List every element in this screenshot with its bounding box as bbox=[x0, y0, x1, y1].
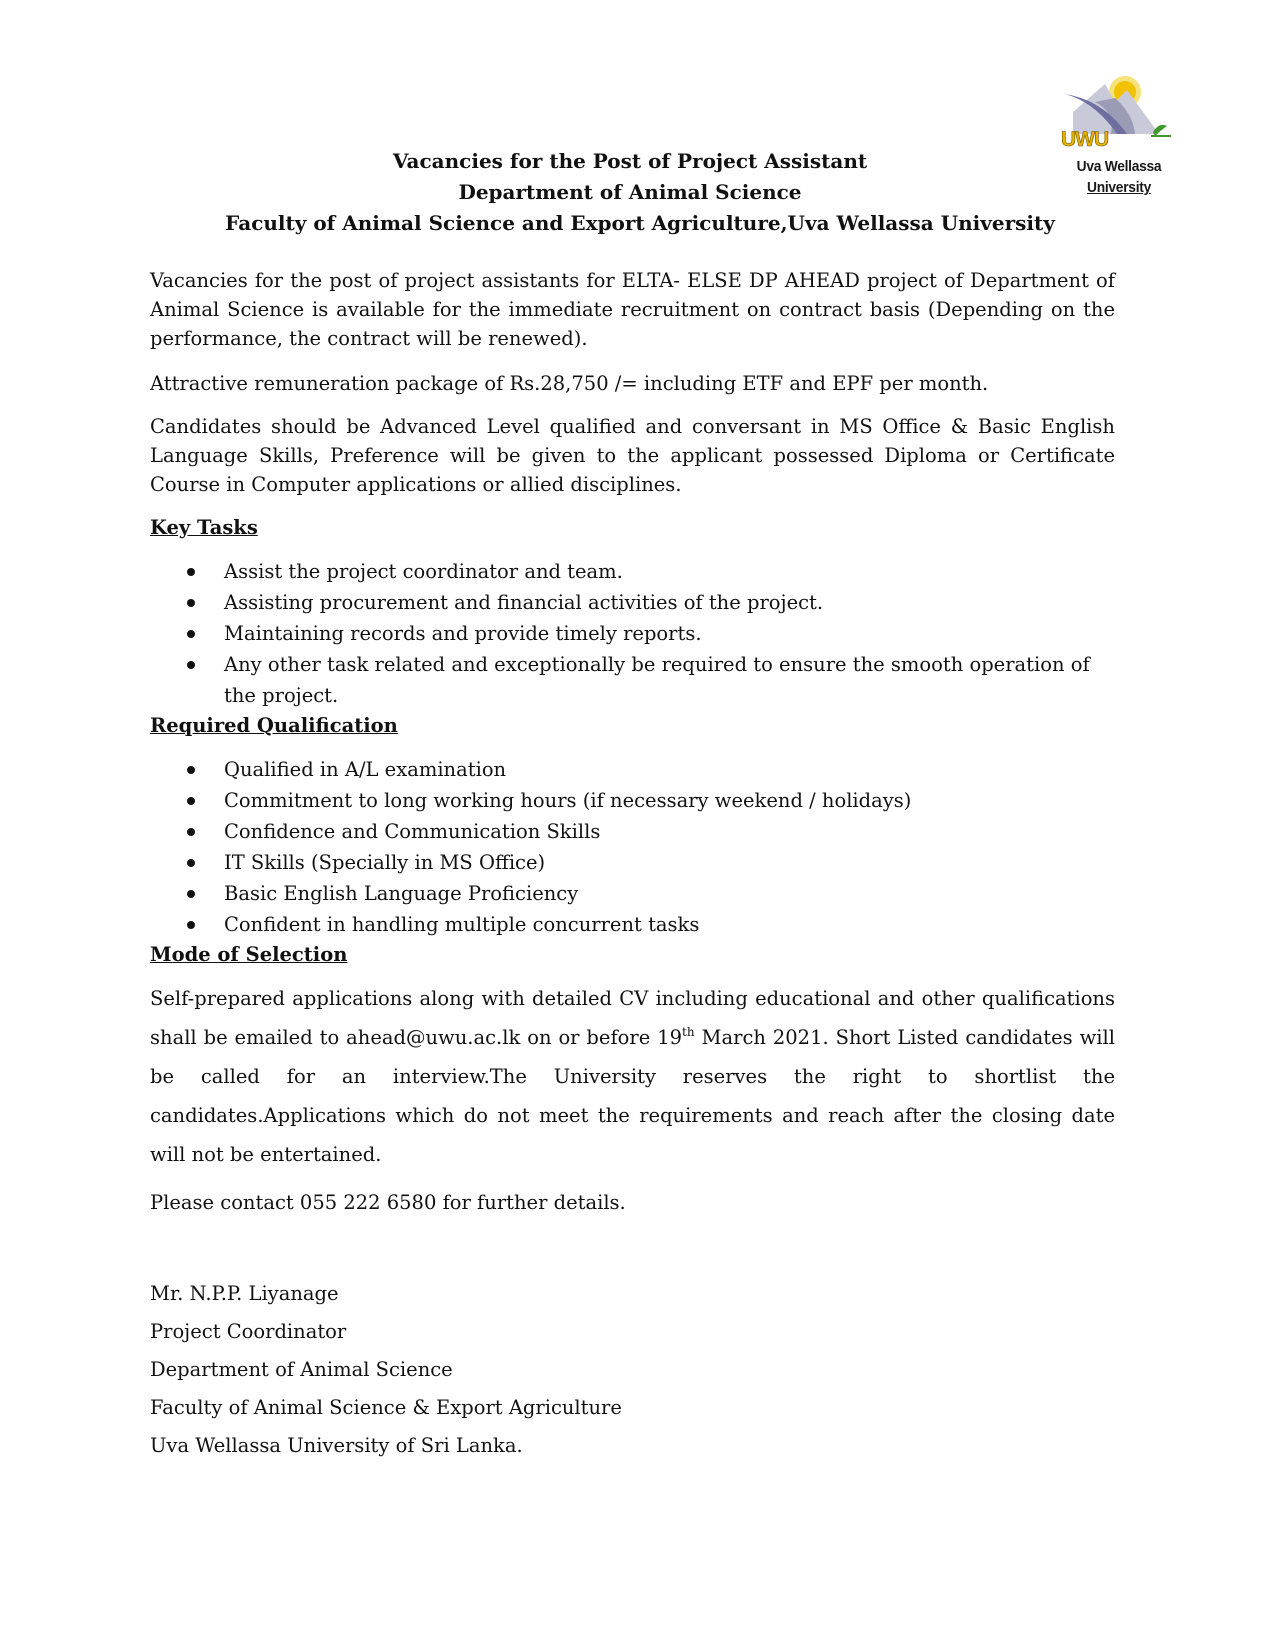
logo-name-line2: University bbox=[1087, 179, 1151, 196]
list-item: Qualified in A/L examination bbox=[150, 754, 1115, 785]
list-item: Any other task related and exceptionally be required to ensure the smooth operation of the project. bbox=[150, 649, 1115, 711]
signatory-title: Project Coordinator bbox=[150, 1320, 347, 1343]
signatory-faculty: Faculty of Animal Science & Export Agriculture bbox=[150, 1396, 622, 1419]
date-superscript: th bbox=[682, 1025, 695, 1039]
logo-name-line1: Uva Wellassa bbox=[1076, 158, 1162, 175]
list-item: IT Skills (Specially in MS Office) bbox=[150, 847, 1115, 878]
qualification-list bbox=[150, 754, 1115, 940]
signatory-name: Mr. N.P.P. Liyanage bbox=[150, 1282, 339, 1305]
list-item: Confidence and Communication Skills bbox=[150, 816, 1115, 847]
header-department: Department of Animal Science bbox=[458, 180, 802, 204]
document-body bbox=[150, 266, 1115, 1465]
header-title: Vacancies for the Post of Project Assistant bbox=[392, 149, 868, 173]
list-item: Maintaining records and provide timely reports. bbox=[150, 618, 1115, 649]
document-header bbox=[150, 146, 1130, 239]
signatory-department: Department of Animal Science bbox=[150, 1358, 453, 1381]
logo-acronym: UWU bbox=[1061, 128, 1109, 151]
selection-text-before: Self-prepared applications along with detailed CV including educational and other qualifications shall be emailed to ahead@uwu.ac.lk on or before 19 bbox=[150, 987, 1115, 1049]
selection-text-after: March 2021. Short Listed candidates will be called for an interview.The University reserves the right to shortlist the candidates.Applications which do not meet the requirements and reach after the closing date will not be entertained. bbox=[150, 1026, 1115, 1166]
list-item: Assist the project coordinator and team. bbox=[150, 556, 1115, 587]
signature-block bbox=[150, 1275, 1115, 1465]
selection-paragraph bbox=[150, 979, 1115, 1174]
list-item: Basic English Language Proficiency bbox=[150, 878, 1115, 909]
mode-of-selection-heading: Mode of Selection bbox=[150, 943, 348, 966]
signatory-university: Uva Wellassa University of Sri Lanka. bbox=[150, 1434, 523, 1457]
intro-paragraph: Vacancies for the post of project assistants for ELTA- ELSE DP AHEAD project of Department of Animal Science is available for the immediate recruitment on contract basis (Depending on the performance, the contract will be renewed). bbox=[150, 269, 1115, 350]
required-qualification-heading: Required Qualification bbox=[150, 714, 398, 737]
list-item: Confident in handling multiple concurrent tasks bbox=[150, 909, 1115, 940]
candidate-requirements-paragraph: Candidates should be Advanced Level qualified and conversant in MS Office & Basic English Language Skills, Preference will be given to the applicant possessed Diploma or Certificate Course in Computer applications or allied disciplines. bbox=[150, 415, 1115, 496]
list-item: Assisting procurement and financial activities of the project. bbox=[150, 587, 1115, 618]
key-tasks-heading: Key Tasks bbox=[150, 516, 258, 539]
remuneration-paragraph: Attractive remuneration package of Rs.28,750 /= including ETF and EPF per month. bbox=[150, 372, 989, 395]
key-tasks-list bbox=[150, 556, 1115, 711]
list-item: Commitment to long working hours (if necessary weekend / holidays) bbox=[150, 785, 1115, 816]
contact-paragraph: Please contact 055 222 6580 for further details. bbox=[150, 1191, 626, 1214]
header-faculty: Faculty of Animal Science and Export Agriculture,Uva Wellassa University bbox=[225, 211, 1055, 235]
